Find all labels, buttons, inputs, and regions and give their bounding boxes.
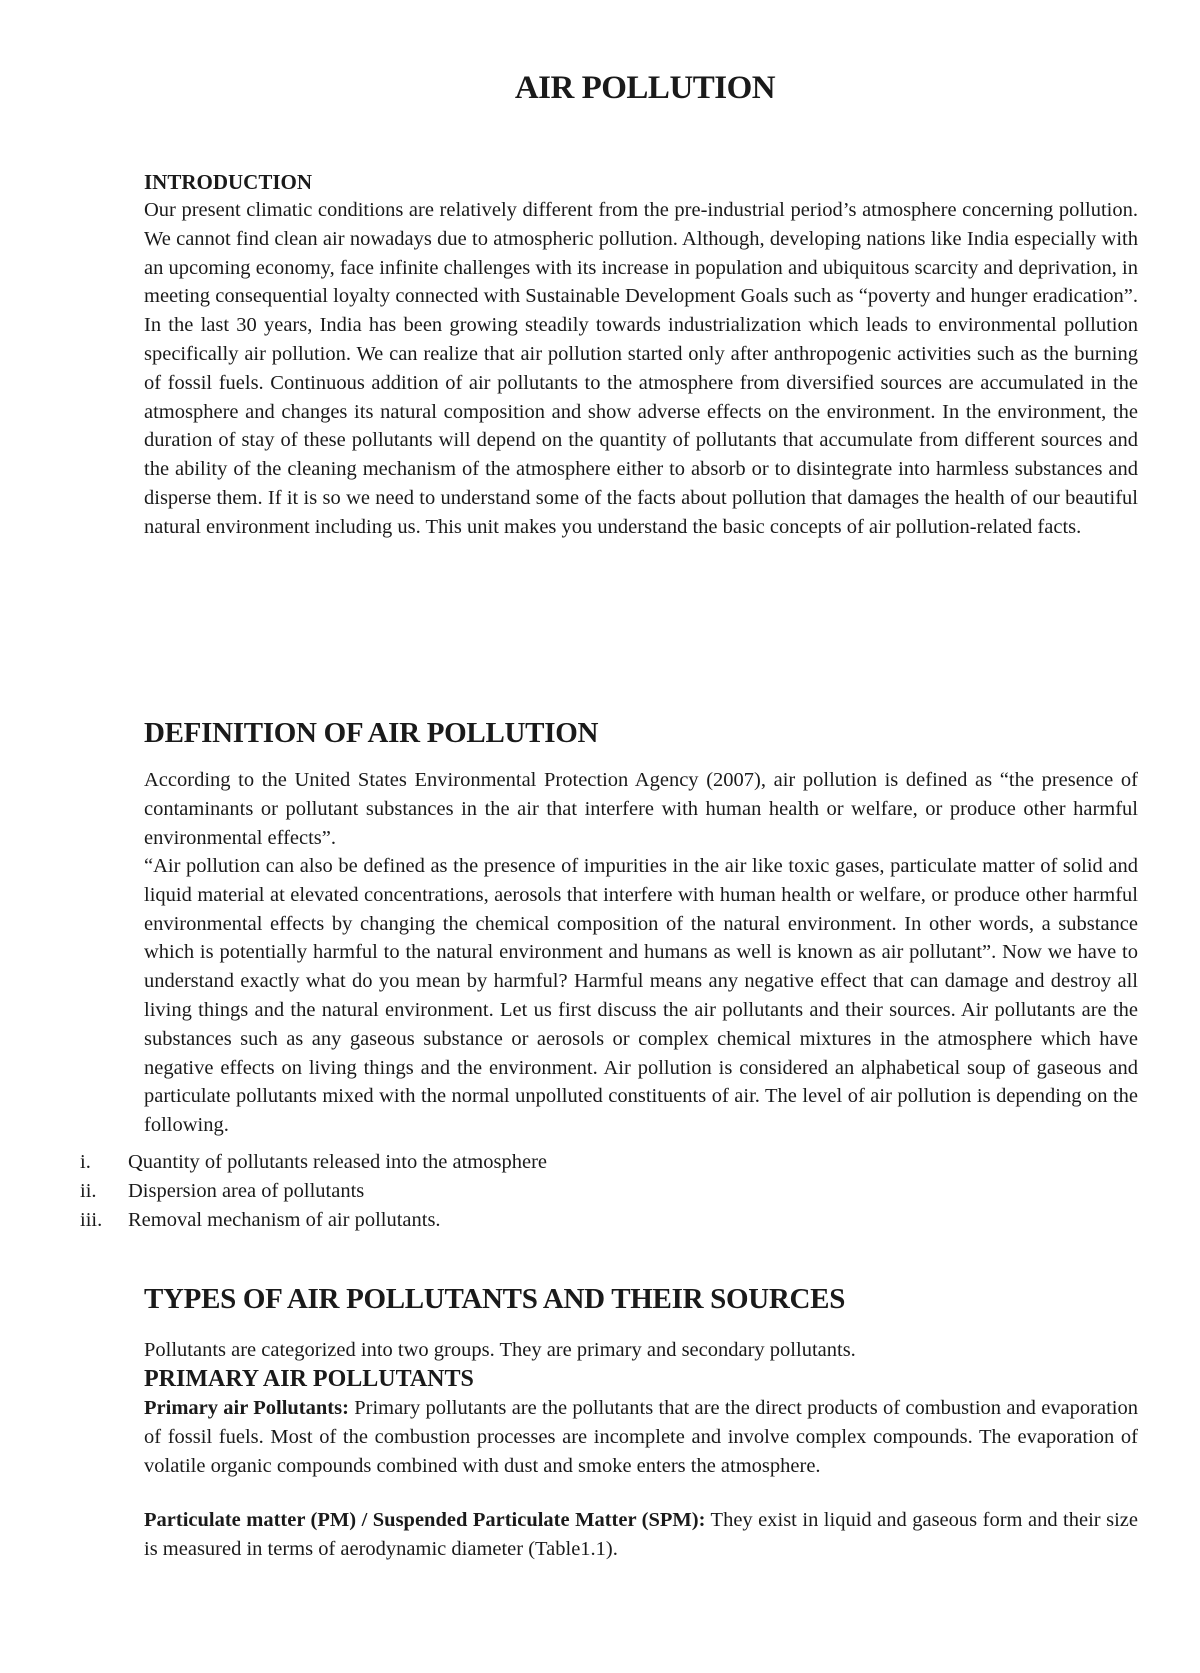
introduction-paragraph: Our present climatic conditions are relatively different from the pre-industrial period’s atmosphere concerning pollution. We cannot find clean air nowadays due to atmospheric pollution. Although, developing nations like India especially with an upcoming economy, face infinite challenges with its increase in population and ubiquitous scarcity and deprivation, in meeting consequential loyalty connected with Sustainable Development Goals such as “poverty and hunger eradication”. In the last 30 years, India has been growing steadily towards industrialization which leads to environmental pollution specifically air pollution. We can realize that air pollution started only after anthropogenic activities such as the burning of fossil fuels. Continuous addition of air pollutants to the atmosphere from diversified sources are accumulated in the atmosphere and changes its natural composition and show adverse effects on the environment. In the environment, the duration of stay of these pollutants will depend on the quantity of pollutants that accumulate from different sources and the ability of the cleaning mechanism of the atmosphere either to absorb or to disintegrate into harmless substances and disperse them. If it is so we need to understand some of the facts about pollution that damages the health of our beautiful natural environment including us. This unit makes you understand the basic concepts of air pollution-related facts. bbox=[144, 199, 1138, 538]
types-heading: TYPES OF AIR POLLUTANTS AND THEIR SOURCES bbox=[144, 1283, 846, 1315]
primary-pollutants-text: Primary pollutants are the pollutants that are the direct products of combustion and evaporation of fossil fuels. Most of the combustion processes are incomplete and involve complex compounds. The evaporation of volatile organic compounds combined with dust and smoke enters the atmosphere. bbox=[144, 1397, 1138, 1477]
primary-pollutants-paragraph bbox=[144, 1394, 1138, 1480]
list-item bbox=[80, 1206, 1080, 1235]
list-item bbox=[80, 1148, 1080, 1177]
introduction-heading: INTRODUCTION bbox=[144, 170, 313, 194]
list-item-text: Removal mechanism of air pollutants. bbox=[128, 1209, 441, 1231]
definition-heading: DEFINITION OF AIR POLLUTION bbox=[144, 717, 599, 749]
pollution-level-factors-list bbox=[80, 1148, 1080, 1235]
list-item-text: Dispersion area of pollutants bbox=[128, 1180, 365, 1202]
definition-paragraph-2: “Air pollution can also be defined as the presence of impurities in the air like toxic gases, particulate matter of solid and liquid material at elevated concentrations, aerosols that interfere with human health or welfare, or produce other harmful environmental effects by changing the chemical composition of the natural environment. In other words, a substance which is potentially harmful to the natural environment and humans as well is known as air pollutant”. Now we have to understand exactly what do you mean by harmful? Harmful means any negative effect that can damage and destroy all living things and the natural environment. Let us first discuss the air pollutants and their sources. Air pollutants are the substances such as any gaseous substance or aerosols or complex chemical mixtures in the atmosphere which have negative effects on living things and the environment. Air pollution is considered an alphabetical soup of gaseous and particulate pollutants mixed with the normal unpolluted constituents of air. The level of air pollution is depending on the following. bbox=[144, 855, 1138, 1137]
definition-paragraph-1: According to the United States Environmental Protection Agency (2007), air pollution is defined as “the presence of contaminants or pollutant substances in the air that interfere with human health or welfare, or produce other harmful environmental effects”. bbox=[144, 769, 1138, 849]
page-title: AIR POLLUTION bbox=[514, 70, 776, 106]
list-item-number: iii. bbox=[80, 1209, 103, 1231]
particulate-matter-label: Particulate matter (PM) / Suspended Particulate Matter (SPM): bbox=[144, 1509, 706, 1531]
particulate-matter-text: They exist in liquid and gaseous form and their size is measured in terms of aerodynamic diameter (Table1.1). bbox=[144, 1509, 1138, 1560]
primary-pollutants-heading: PRIMARY AIR POLLUTANTS bbox=[144, 1366, 474, 1392]
list-item bbox=[80, 1177, 1080, 1206]
primary-pollutants-label: Primary air Pollutants: bbox=[144, 1397, 349, 1419]
list-item-number: i. bbox=[80, 1151, 91, 1173]
list-item-text: Quantity of pollutants released into the atmosphere bbox=[128, 1151, 547, 1173]
list-item-number: ii. bbox=[80, 1180, 97, 1202]
particulate-matter-paragraph bbox=[144, 1506, 1138, 1564]
types-paragraph: Pollutants are categorized into two groups. They are primary and secondary pollutants. bbox=[144, 1339, 856, 1361]
